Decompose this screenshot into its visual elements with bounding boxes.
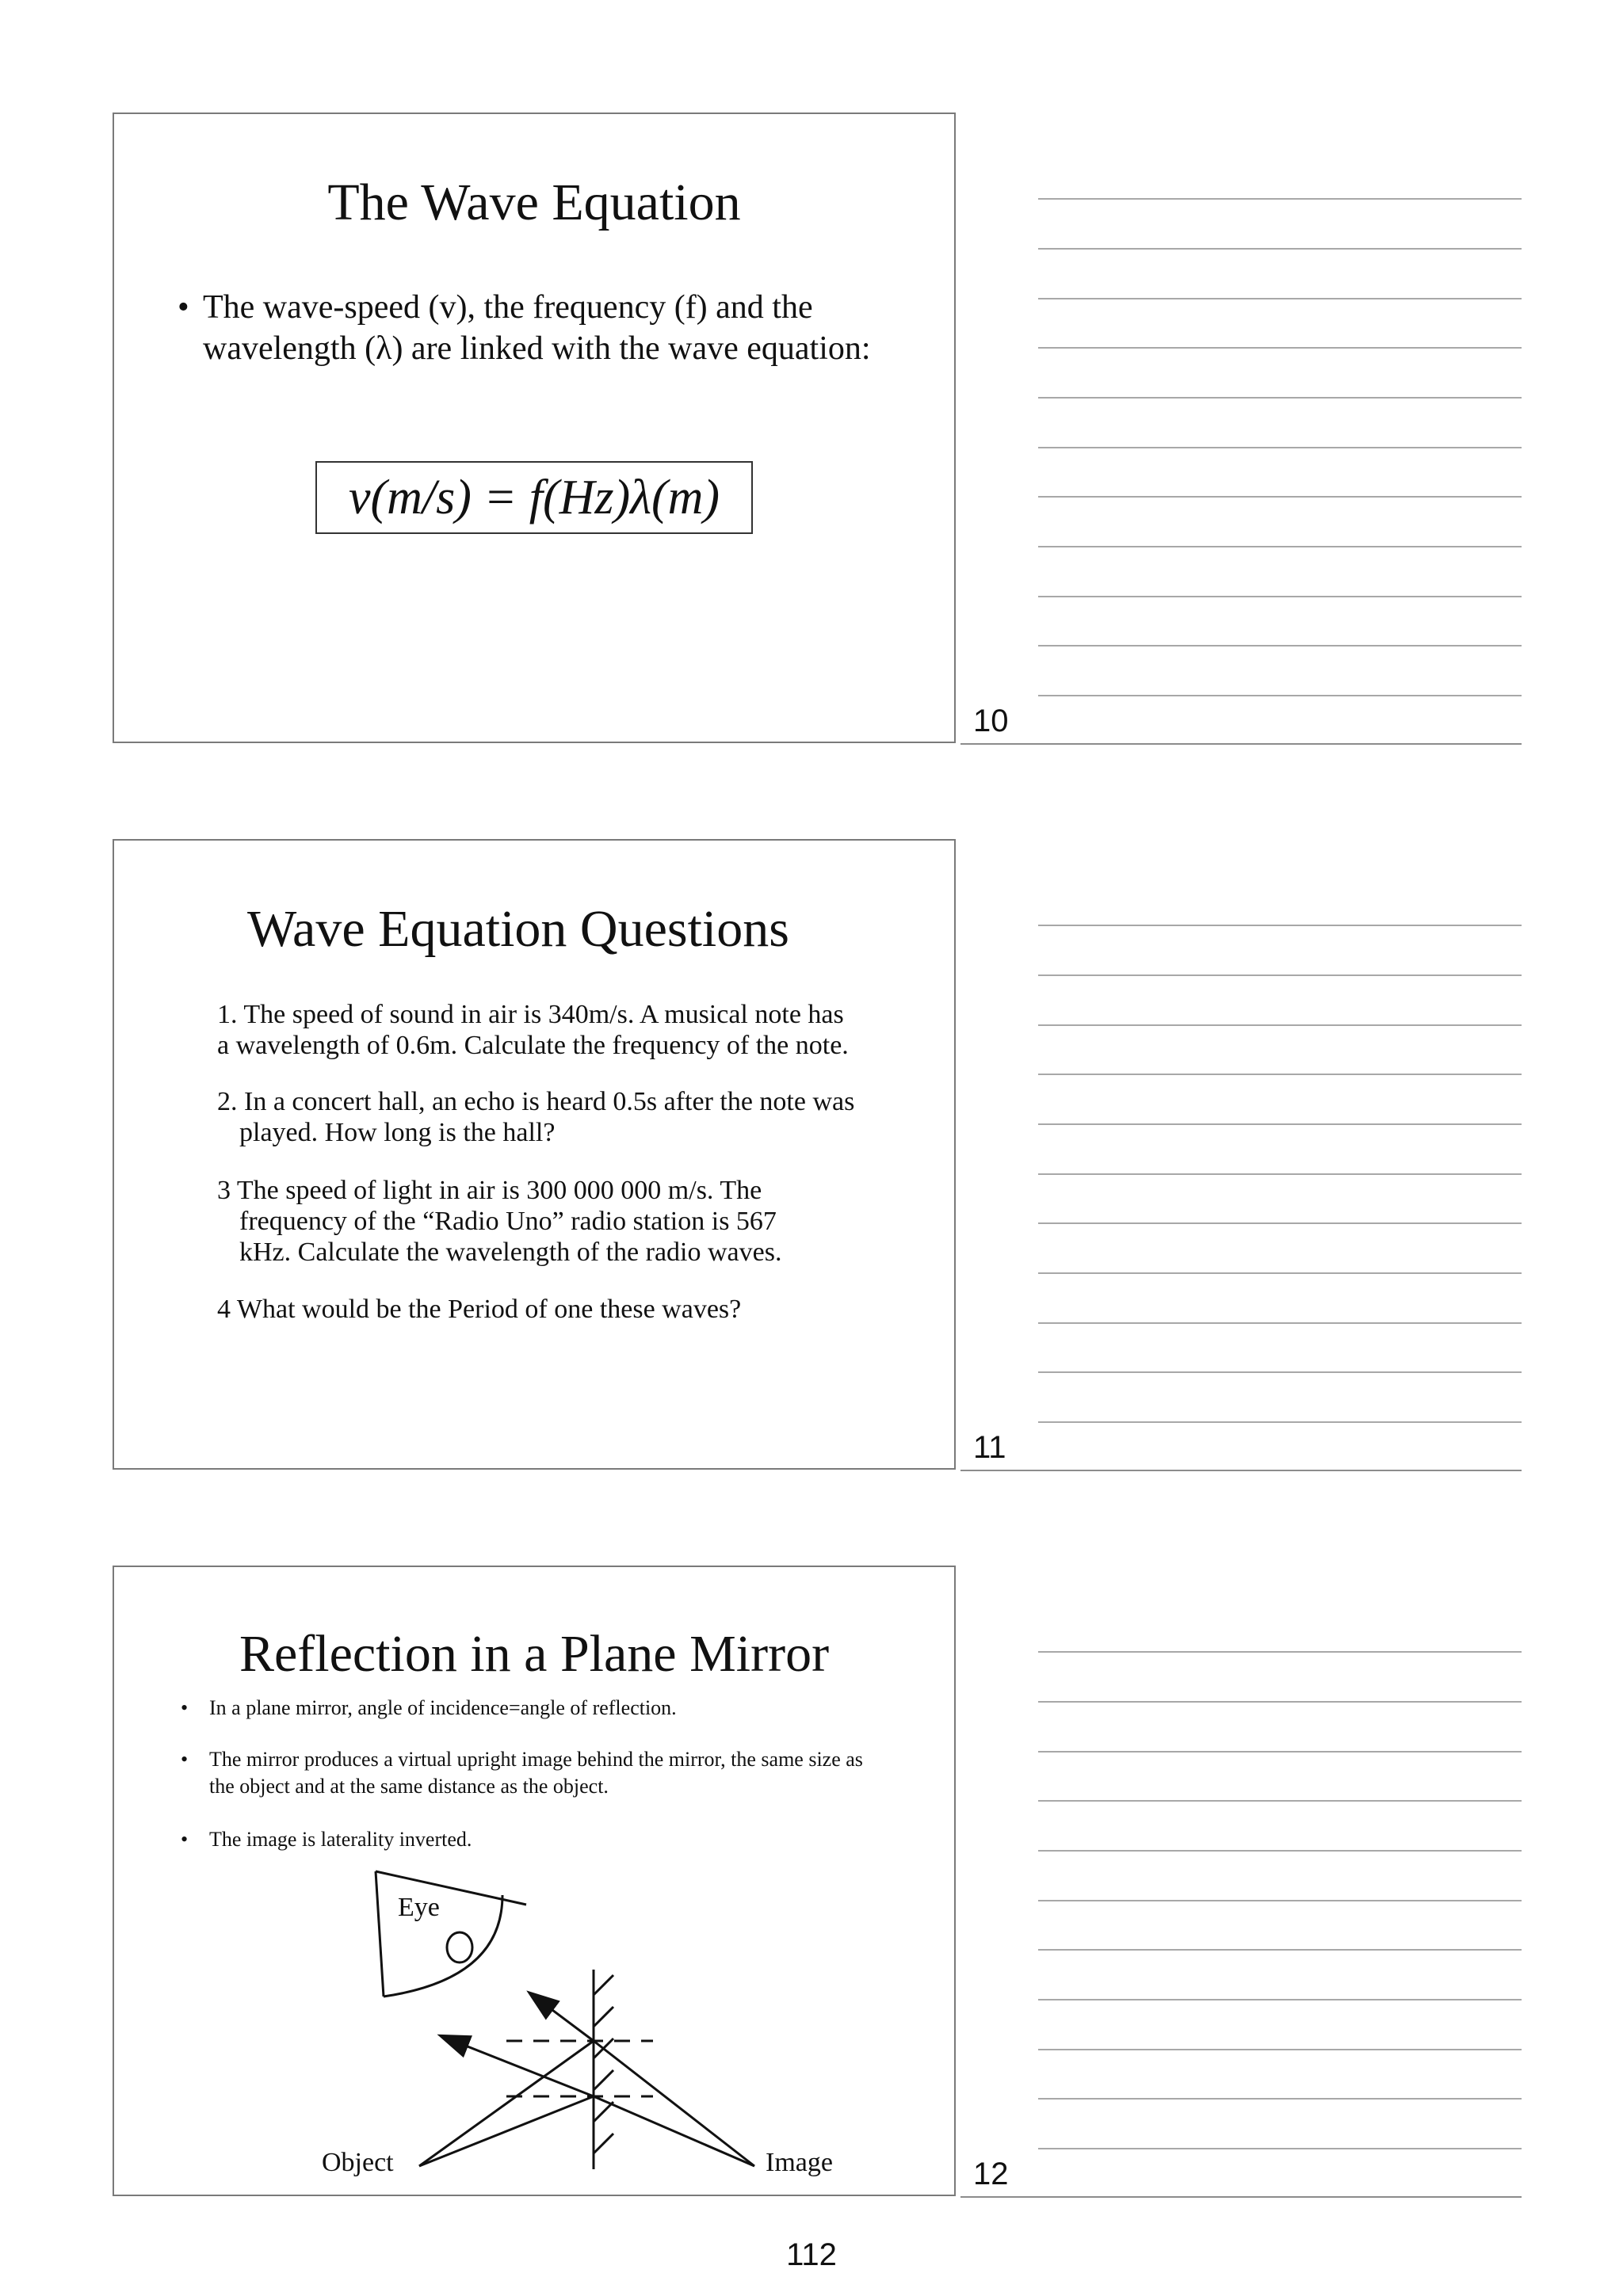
note-line <box>1038 1651 1522 1653</box>
note-line <box>1038 695 1522 696</box>
note-line <box>1038 1701 1522 1703</box>
note-line <box>1038 1322 1522 1324</box>
divider <box>960 743 1522 745</box>
note-line <box>1038 397 1522 399</box>
divider <box>960 2196 1522 2198</box>
note-line <box>1038 546 1522 547</box>
note-line <box>1038 2098 1522 2100</box>
note-line <box>1038 1751 1522 1753</box>
slide-11-number: 11 <box>973 1430 1006 1465</box>
slide-12 <box>113 1566 956 2196</box>
bullet-line: In a plane mirror, angle of incidence=angle of reflection. <box>209 1696 677 1719</box>
bullet-angle <box>181 1695 677 1721</box>
note-line <box>1038 248 1522 250</box>
note-line <box>1038 1800 1522 1802</box>
slide-10-number: 10 <box>973 704 1009 738</box>
question-line: frequency of the “Radio Uno” radio station is 567 <box>239 1207 777 1236</box>
note-line <box>1038 298 1522 299</box>
note-line <box>1038 1272 1522 1274</box>
question-line: a wavelength of 0.6m. Calculate the frequency of the note. <box>217 1031 849 1060</box>
note-line <box>1038 198 1522 200</box>
slide-title: Reflection in a Plane Mirror <box>239 1625 830 1683</box>
bullet-line: the object and at the same distance as the object. <box>209 1775 609 1798</box>
question-4 <box>217 1294 930 1325</box>
question-line: 2. In a concert hall, an echo is heard 0.5s after the note was <box>217 1087 855 1116</box>
bullet-line: wavelength (λ) are linked with the wave equation: <box>203 330 871 367</box>
question-1 <box>217 999 930 1061</box>
bullet-inverted <box>181 1827 472 1852</box>
mirror <box>594 1970 613 2169</box>
note-line <box>1038 1173 1522 1175</box>
slide-12-number: 12 <box>973 2157 1009 2191</box>
note-line <box>1038 596 1522 597</box>
slide-10 <box>113 113 956 743</box>
note-line <box>1038 1850 1522 1852</box>
note-line <box>1038 1074 1522 1075</box>
note-line <box>1038 1999 1522 2000</box>
note-line <box>1038 925 1522 926</box>
image-label: Image <box>766 2148 833 2177</box>
page-number: 112 <box>786 2237 837 2272</box>
note-line <box>1038 1949 1522 1951</box>
bullet-dot-icon: • <box>181 1748 189 1771</box>
note-line <box>1038 2049 1522 2050</box>
question-line: kHz. Calculate the wavelength of the radio waves. <box>239 1238 782 1267</box>
object-label: Object <box>322 2148 394 2177</box>
question-3 <box>217 1175 930 1268</box>
note-line <box>1038 974 1522 976</box>
bullet-line: The wave-speed (v), the frequency (f) and the <box>203 289 813 326</box>
question-line: played. How long is the hall? <box>239 1118 556 1147</box>
question-2 <box>217 1086 930 1148</box>
bullet-line: The mirror produces a virtual upright image behind the mirror, the same size as <box>209 1748 863 1771</box>
slide-11 <box>113 839 956 1470</box>
bullet-dot-icon: • <box>178 289 189 326</box>
bullet-virtual-image <box>181 1746 863 1800</box>
bullet-line: The image is laterality inverted. <box>209 1828 472 1851</box>
note-line <box>1038 1123 1522 1125</box>
note-line <box>1038 1421 1522 1423</box>
slide-title: Wave Equation Questions <box>247 900 789 958</box>
question-line: 4 What would be the Period of one these waves? <box>217 1295 742 1324</box>
light-rays <box>419 1993 754 2166</box>
note-line <box>1038 1024 1522 1026</box>
question-line: 1. The speed of sound in air is 340m/s. A musical note has <box>217 1000 844 1029</box>
eye-pupil-icon <box>447 1932 472 1962</box>
note-line <box>1038 645 1522 646</box>
slide-title: The Wave Equation <box>327 174 741 231</box>
eye-outline <box>376 1871 526 1997</box>
bullet-wave-equation <box>178 287 871 369</box>
question-line: 3 The speed of light in air is 300 000 000 m/s. The <box>217 1176 762 1205</box>
divider <box>960 1470 1522 1471</box>
eye-label: Eye <box>398 1893 440 1922</box>
note-line <box>1038 1371 1522 1373</box>
note-line <box>1038 447 1522 448</box>
note-line <box>1038 496 1522 498</box>
bullet-dot-icon: • <box>181 1696 189 1719</box>
note-line <box>1038 1900 1522 1901</box>
wave-equation-formula: v(m/s) = f(Hz)λ(m) <box>315 461 753 534</box>
plane-mirror-diagram <box>114 1860 954 2193</box>
note-line <box>1038 347 1522 349</box>
bullet-dot-icon: • <box>181 1828 189 1851</box>
note-line <box>1038 1222 1522 1224</box>
note-line <box>1038 2148 1522 2149</box>
